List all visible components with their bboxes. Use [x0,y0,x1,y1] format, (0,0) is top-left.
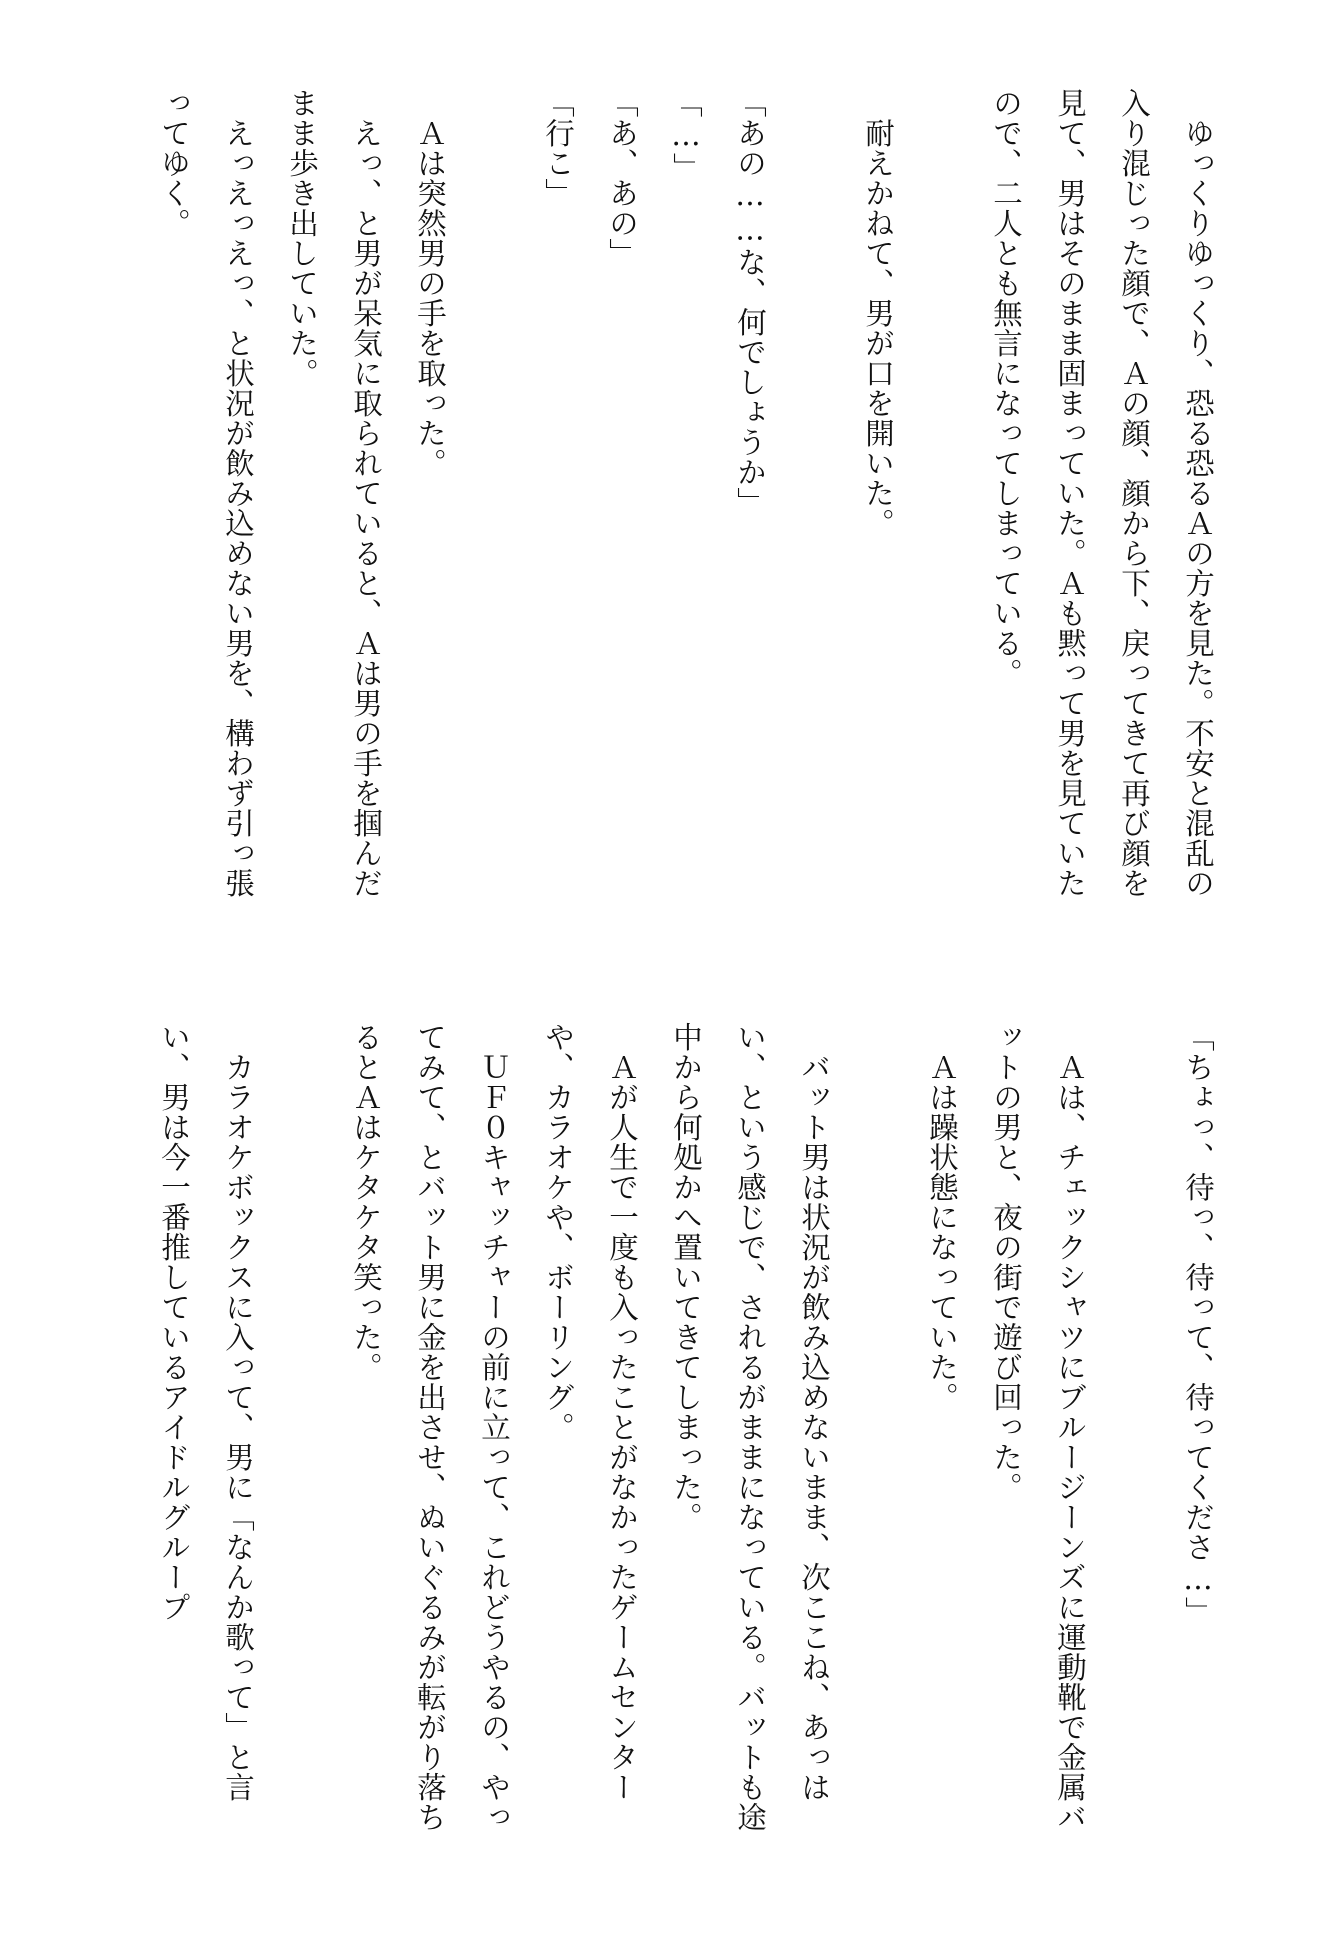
paragraph: Ａは躁状態になっていた。 [925,1051,959,1412]
blank-line [462,88,526,918]
paragraph: 耐えかねて、男が口を開いた。 [861,117,895,538]
paragraph: Ａが人生で一度も入ったことがなかったゲームセンターや、カラオケや、ボーリング。 [541,1022,639,1802]
blank-line [782,88,846,918]
dialogue-line: 「行こ」 [541,88,575,208]
dialogue-line: 「…」 [669,88,703,183]
dialogue-line: 「あの……な、何でしょうか」 [733,88,767,517]
paragraph: ゆっくりゆっくり、恐る恐るＡの方を見た。不安と混乱の入り混じった顔で、Ａの顔、顔から下、戻ってきて再び顔を見て、男はそのまま固まっていた。Ａも黙って男を見ていたので、二人とも無言になってしまっている。 [989,88,1215,898]
paragraph: えっ、と男が呆気に取られていると、Ａは男の手を掴んだまま歩き出していた。 [285,88,383,898]
dialogue-line: 「あ、あの」 [605,88,639,268]
blank-line [910,88,974,918]
blank-line [1102,1022,1166,1852]
blank-line [270,1022,334,1852]
paragraph: Ａは突然男の手を取った。 [413,117,447,478]
text-block-top [142,88,1230,918]
paragraph: ＵＦ０キャッチャーの前に立って、これどうやるの、やってみて、とバット男に金を出させ、ぬいぐるみが転がり落ちるとＡはケタケタ笑った。 [349,1022,511,1832]
paragraph: えっえっえっ、と状況が飲み込めない男を、構わず引っ張ってゆく。 [157,88,255,898]
paragraph: カラオケボックスに入って、男に「なんか歌って」と言い、男は今一番推しているアイドルグループ [157,1022,255,1802]
dialogue-line: 「ちょっ、待っ、待って、待ってくださ…」 [1181,1022,1215,1627]
paragraph: バット男は状況が飲み込めないまま、次ここね、あっはい、という感じで、されるがままになっている。バットも途中から何処かへ置いてきてしまった。 [669,1022,831,1832]
blank-line [846,1022,910,1852]
paragraph: Ａは、チェックシャツにブルージーンズに運動靴で金属バットの男と、夜の街で遊び回った。 [989,1022,1087,1832]
text-block-bottom [142,1022,1230,1852]
